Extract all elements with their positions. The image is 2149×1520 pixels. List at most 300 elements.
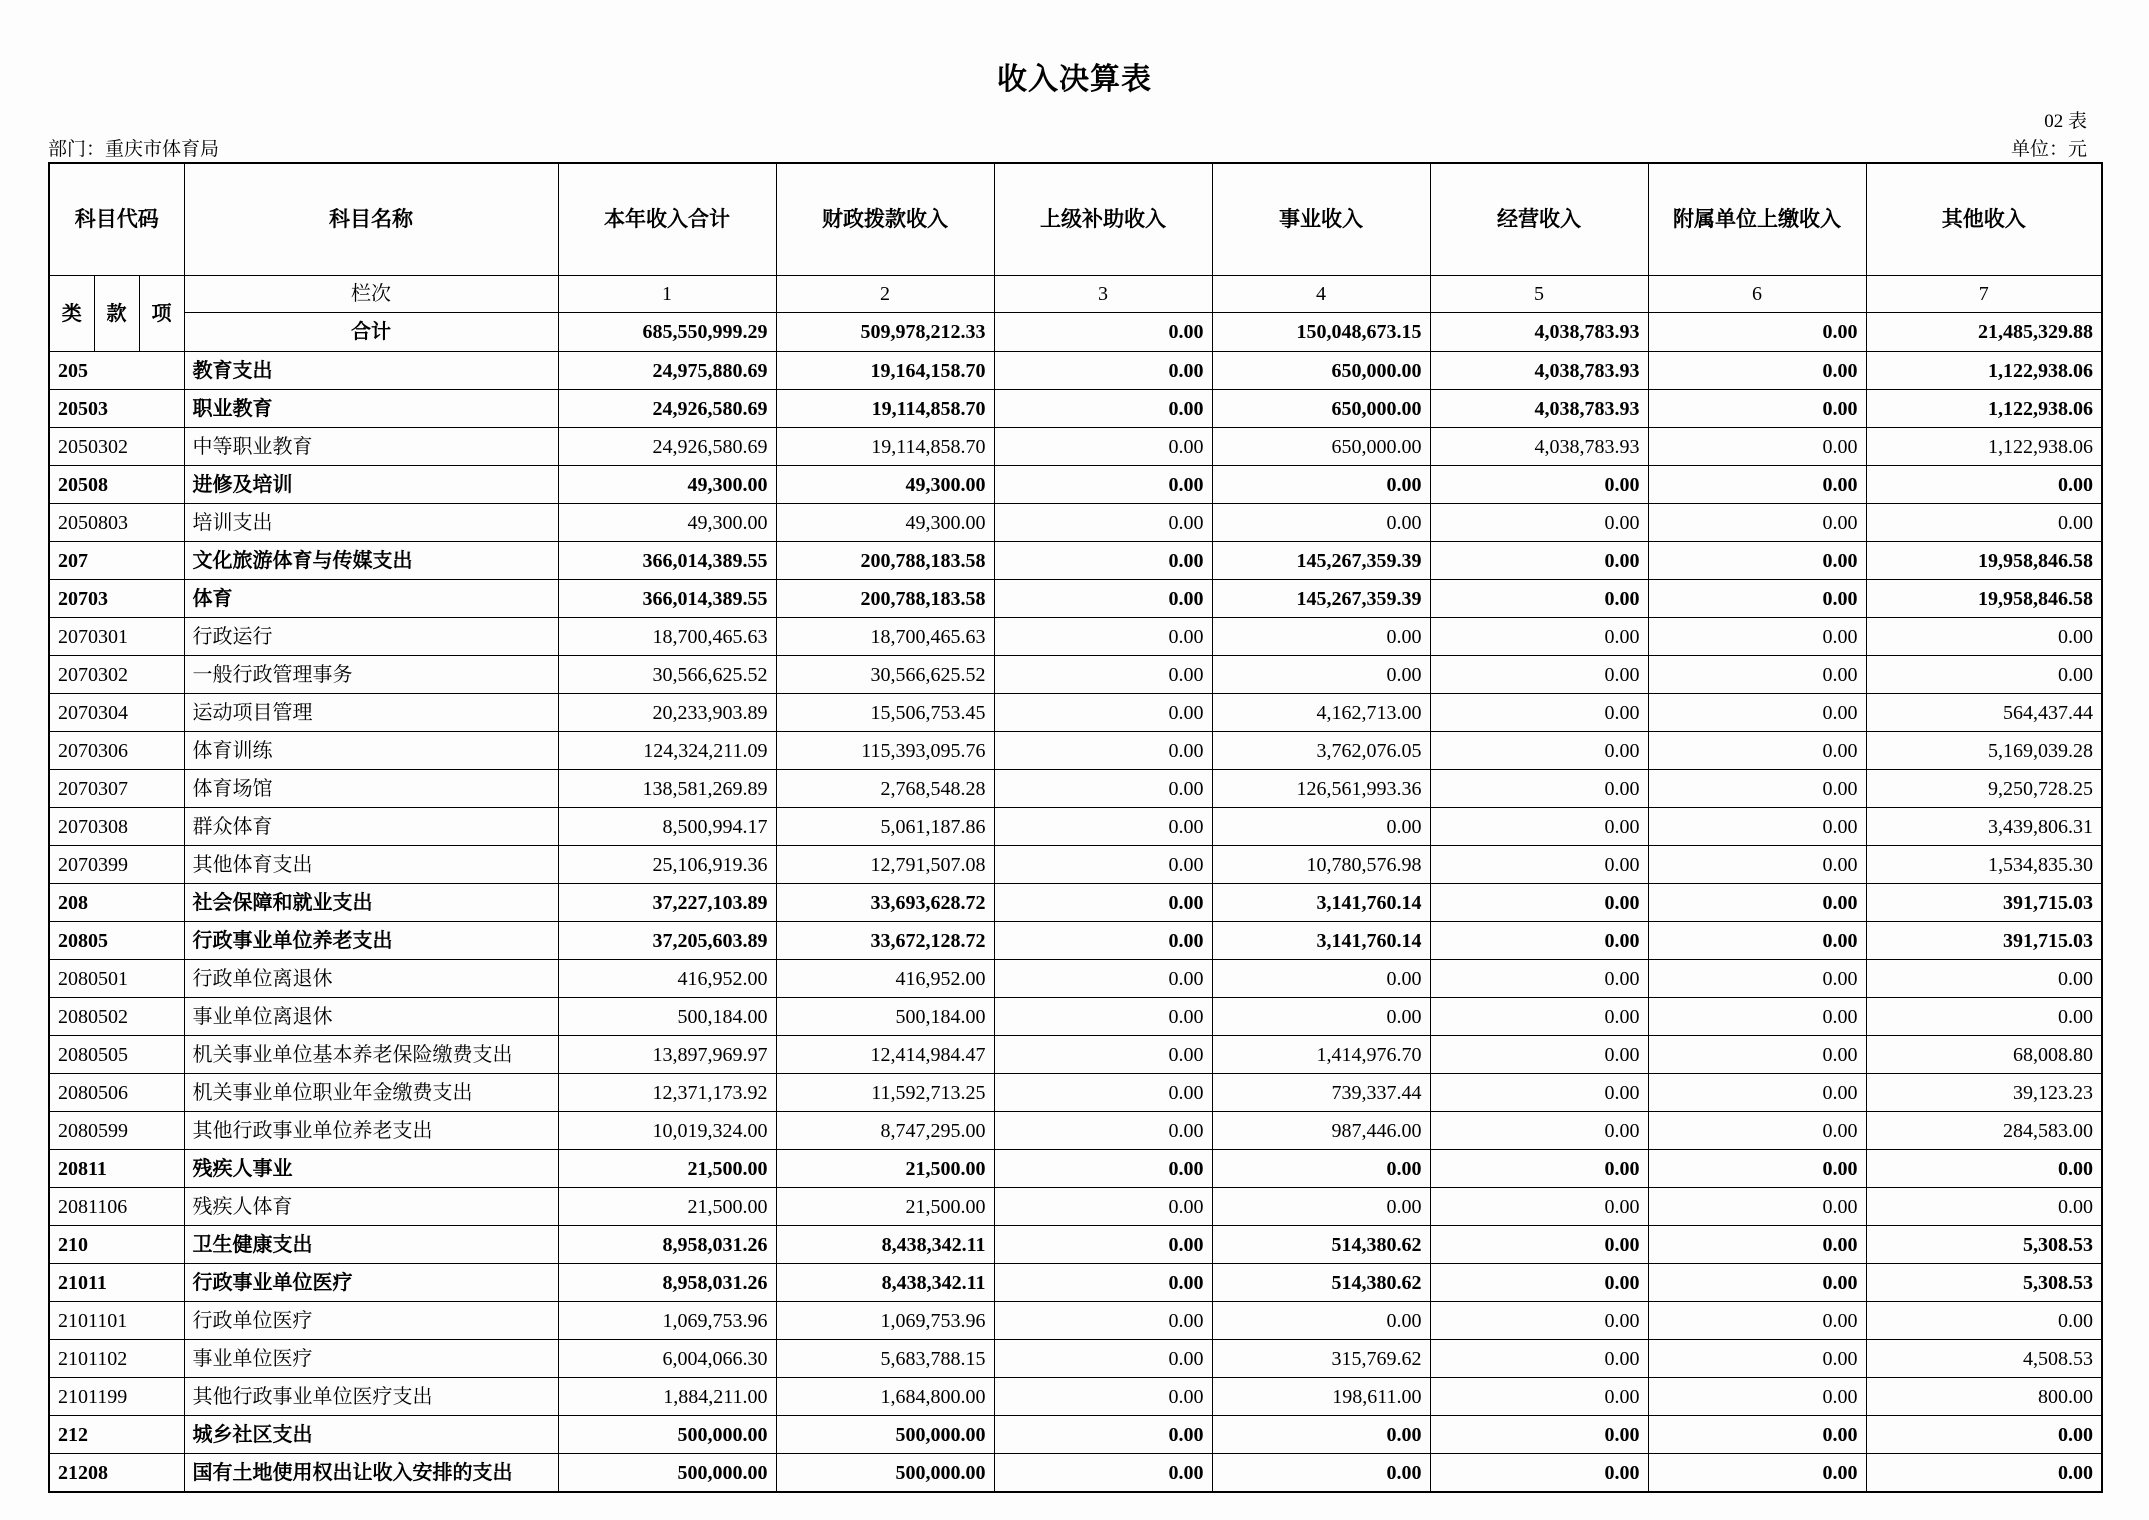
sub-header-item: 项 <box>139 276 184 352</box>
value-cell: 1,534,835.30 <box>1866 846 2102 884</box>
value-cell: 650,000.00 <box>1212 352 1430 390</box>
department-label: 部门：重庆市体育局 <box>48 139 220 160</box>
value-cell: 1,884,211.00 <box>558 1378 776 1416</box>
column-number: 4 <box>1212 276 1430 313</box>
subject-name-cell: 体育训练 <box>184 732 558 770</box>
table-body <box>49 352 2102 1493</box>
value-cell: 0.00 <box>1866 998 2102 1036</box>
value-cell: 0.00 <box>994 390 1212 428</box>
value-cell: 0.00 <box>1430 542 1648 580</box>
value-cell: 49,300.00 <box>558 466 776 504</box>
value-cell: 3,762,076.05 <box>1212 732 1430 770</box>
subject-code-cell: 205 <box>49 352 184 390</box>
value-cell: 12,371,173.92 <box>558 1074 776 1112</box>
value-cell: 800.00 <box>1866 1378 2102 1416</box>
value-cell: 0.00 <box>994 1340 1212 1378</box>
value-cell: 0.00 <box>1648 1264 1866 1302</box>
value-cell: 0.00 <box>1212 618 1430 656</box>
value-cell: 0.00 <box>1648 922 1866 960</box>
value-cell: 0.00 <box>1212 998 1430 1036</box>
value-cell: 0.00 <box>1212 1302 1430 1340</box>
value-cell: 0.00 <box>1430 1302 1648 1340</box>
value-cell: 0.00 <box>1430 466 1648 504</box>
value-cell: 198,611.00 <box>1212 1378 1430 1416</box>
value-cell: 0.00 <box>1212 504 1430 542</box>
value-cell: 0.00 <box>1648 846 1866 884</box>
value-cell: 0.00 <box>1866 1302 2102 1340</box>
value-cell: 30,566,625.52 <box>776 656 994 694</box>
value-cell: 1,069,753.96 <box>558 1302 776 1340</box>
table-row <box>49 694 2102 732</box>
value-cell: 0.00 <box>994 1150 1212 1188</box>
subject-code-cell: 2080501 <box>49 960 184 998</box>
value-cell: 0.00 <box>994 1264 1212 1302</box>
value-cell: 0.00 <box>994 960 1212 998</box>
value-cell: 0.00 <box>994 846 1212 884</box>
value-cell: 0.00 <box>1648 1302 1866 1340</box>
subject-name-cell: 职业教育 <box>184 390 558 428</box>
value-cell: 0.00 <box>1430 1188 1648 1226</box>
value-cell: 500,184.00 <box>776 998 994 1036</box>
subject-code-cell: 2070301 <box>49 618 184 656</box>
value-cell: 0.00 <box>994 1188 1212 1226</box>
value-cell: 416,952.00 <box>558 960 776 998</box>
value-cell: 11,592,713.25 <box>776 1074 994 1112</box>
table-row <box>49 1188 2102 1226</box>
subject-name-cell: 其他行政事业单位养老支出 <box>184 1112 558 1150</box>
value-cell: 0.00 <box>1648 770 1866 808</box>
subject-name-cell: 行政单位医疗 <box>184 1302 558 1340</box>
value-cell: 0.00 <box>994 352 1212 390</box>
col-header-other-income: 其他收入 <box>1866 163 2102 276</box>
table-row <box>49 922 2102 960</box>
value-cell: 500,184.00 <box>558 998 776 1036</box>
table-row <box>49 808 2102 846</box>
table-row <box>49 770 2102 808</box>
table-row <box>49 428 2102 466</box>
table-row <box>49 466 2102 504</box>
value-cell: 0.00 <box>1648 1112 1866 1150</box>
subject-name-cell: 其他行政事业单位医疗支出 <box>184 1378 558 1416</box>
value-cell: 138,581,269.89 <box>558 770 776 808</box>
table-row <box>49 884 2102 922</box>
subject-code-cell: 2070307 <box>49 770 184 808</box>
value-cell: 1,684,800.00 <box>776 1378 994 1416</box>
value-cell: 0.00 <box>1430 694 1648 732</box>
value-cell: 0.00 <box>1430 1074 1648 1112</box>
value-cell: 0.00 <box>1212 466 1430 504</box>
subject-code-cell: 20703 <box>49 580 184 618</box>
subject-name-cell: 群众体育 <box>184 808 558 846</box>
value-cell: 0.00 <box>1866 466 2102 504</box>
value-cell: 9,250,728.25 <box>1866 770 2102 808</box>
value-cell: 8,958,031.26 <box>558 1226 776 1264</box>
subject-name-cell: 中等职业教育 <box>184 428 558 466</box>
value-cell: 0.00 <box>1430 1112 1648 1150</box>
value-cell: 4,508.53 <box>1866 1340 2102 1378</box>
column-number: 1 <box>558 276 776 313</box>
value-cell: 685,550,999.29 <box>558 313 776 352</box>
value-cell: 987,446.00 <box>1212 1112 1430 1150</box>
value-cell: 0.00 <box>1430 1226 1648 1264</box>
value-cell: 509,978,212.33 <box>776 313 994 352</box>
subject-name-cell: 行政事业单位医疗 <box>184 1264 558 1302</box>
value-cell: 2,768,548.28 <box>776 770 994 808</box>
value-cell: 37,205,603.89 <box>558 922 776 960</box>
col-header-total-income: 本年收入合计 <box>558 163 776 276</box>
value-cell: 0.00 <box>994 428 1212 466</box>
subject-name-cell: 进修及培训 <box>184 466 558 504</box>
value-cell: 68,008.80 <box>1866 1036 2102 1074</box>
value-cell: 4,162,713.00 <box>1212 694 1430 732</box>
table-row <box>49 390 2102 428</box>
value-cell: 33,672,128.72 <box>776 922 994 960</box>
value-cell: 49,300.00 <box>776 504 994 542</box>
value-cell: 0.00 <box>1212 1454 1430 1493</box>
value-cell: 500,000.00 <box>558 1416 776 1454</box>
value-cell: 1,069,753.96 <box>776 1302 994 1340</box>
subject-name-cell: 卫生健康支出 <box>184 1226 558 1264</box>
table-row <box>49 1074 2102 1112</box>
value-cell: 12,414,984.47 <box>776 1036 994 1074</box>
value-cell: 5,683,788.15 <box>776 1340 994 1378</box>
value-cell: 0.00 <box>994 656 1212 694</box>
value-cell: 0.00 <box>994 922 1212 960</box>
table-row <box>49 656 2102 694</box>
value-cell: 4,038,783.93 <box>1430 390 1648 428</box>
value-cell: 12,791,507.08 <box>776 846 994 884</box>
value-cell: 0.00 <box>1212 1188 1430 1226</box>
value-cell: 0.00 <box>1648 390 1866 428</box>
value-cell: 21,500.00 <box>776 1150 994 1188</box>
value-cell: 0.00 <box>994 466 1212 504</box>
value-cell: 0.00 <box>1212 1150 1430 1188</box>
subject-code-cell: 2050803 <box>49 504 184 542</box>
value-cell: 0.00 <box>1430 1454 1648 1493</box>
subject-name-cell: 体育 <box>184 580 558 618</box>
value-cell: 115,393,095.76 <box>776 732 994 770</box>
value-cell: 19,114,858.70 <box>776 390 994 428</box>
subject-name-cell: 行政运行 <box>184 618 558 656</box>
value-cell: 0.00 <box>1430 1340 1648 1378</box>
value-cell: 514,380.62 <box>1212 1264 1430 1302</box>
value-cell: 564,437.44 <box>1866 694 2102 732</box>
value-cell: 10,019,324.00 <box>558 1112 776 1150</box>
total-label: 合计 <box>184 313 558 352</box>
value-cell: 0.00 <box>1866 1454 2102 1493</box>
value-cell: 5,308.53 <box>1866 1226 2102 1264</box>
value-cell: 0.00 <box>1430 1150 1648 1188</box>
col-header-affiliate-remittance: 附属单位上缴收入 <box>1648 163 1866 276</box>
table-row <box>49 1112 2102 1150</box>
column-index-row <box>49 276 2102 313</box>
subject-code-cell: 20508 <box>49 466 184 504</box>
value-cell: 21,500.00 <box>776 1188 994 1226</box>
value-cell: 3,141,760.14 <box>1212 884 1430 922</box>
value-cell: 3,141,760.14 <box>1212 922 1430 960</box>
col-header-fiscal-appropriation: 财政拨款收入 <box>776 163 994 276</box>
value-cell: 19,164,158.70 <box>776 352 994 390</box>
sub-header-section: 款 <box>94 276 139 352</box>
col-header-subject-code: 科目代码 <box>49 163 184 276</box>
value-cell: 19,958,846.58 <box>1866 580 2102 618</box>
value-cell: 0.00 <box>1430 504 1648 542</box>
col-header-superior-subsidy: 上级补助收入 <box>994 163 1212 276</box>
header-row <box>49 163 2102 276</box>
table-row <box>49 732 2102 770</box>
value-cell: 0.00 <box>1430 770 1648 808</box>
value-cell: 500,000.00 <box>558 1454 776 1493</box>
value-cell: 366,014,389.55 <box>558 542 776 580</box>
value-cell: 49,300.00 <box>776 466 994 504</box>
value-cell: 19,114,858.70 <box>776 428 994 466</box>
value-cell: 391,715.03 <box>1866 884 2102 922</box>
value-cell: 30,566,625.52 <box>558 656 776 694</box>
value-cell: 0.00 <box>1212 960 1430 998</box>
value-cell: 0.00 <box>1648 428 1866 466</box>
value-cell: 0.00 <box>994 1226 1212 1264</box>
value-cell: 21,500.00 <box>558 1150 776 1188</box>
subject-code-cell: 2101101 <box>49 1302 184 1340</box>
value-cell: 0.00 <box>1648 960 1866 998</box>
value-cell: 0.00 <box>1648 1150 1866 1188</box>
subject-code-cell: 2050302 <box>49 428 184 466</box>
value-cell: 6,004,066.30 <box>558 1340 776 1378</box>
table-row <box>49 1416 2102 1454</box>
value-cell: 1,122,938.06 <box>1866 390 2102 428</box>
subject-code-cell: 210 <box>49 1226 184 1264</box>
value-cell: 0.00 <box>994 313 1212 352</box>
value-cell: 145,267,359.39 <box>1212 580 1430 618</box>
value-cell: 0.00 <box>1430 580 1648 618</box>
value-cell: 39,123.23 <box>1866 1074 2102 1112</box>
revenue-final-accounts-table <box>48 162 2103 1493</box>
subject-name-cell: 一般行政管理事务 <box>184 656 558 694</box>
col-header-operating-income: 经营收入 <box>1430 163 1648 276</box>
subject-code-cell: 2070306 <box>49 732 184 770</box>
column-number: 6 <box>1648 276 1866 313</box>
table-row <box>49 542 2102 580</box>
value-cell: 0.00 <box>1430 618 1648 656</box>
col-header-business-income: 事业收入 <box>1212 163 1430 276</box>
subject-name-cell: 行政事业单位养老支出 <box>184 922 558 960</box>
value-cell: 19,958,846.58 <box>1866 542 2102 580</box>
value-cell: 0.00 <box>1212 808 1430 846</box>
subject-name-cell: 文化旅游体育与传媒支出 <box>184 542 558 580</box>
subject-name-cell: 教育支出 <box>184 352 558 390</box>
column-index-label: 栏次 <box>184 276 558 313</box>
column-number: 3 <box>994 276 1212 313</box>
column-number: 7 <box>1866 276 2102 313</box>
value-cell: 145,267,359.39 <box>1212 542 1430 580</box>
value-cell: 126,561,993.36 <box>1212 770 1430 808</box>
value-cell: 5,308.53 <box>1866 1264 2102 1302</box>
value-cell: 0.00 <box>994 808 1212 846</box>
value-cell: 4,038,783.93 <box>1430 313 1648 352</box>
value-cell: 650,000.00 <box>1212 390 1430 428</box>
value-cell: 0.00 <box>994 1302 1212 1340</box>
table-row <box>49 998 2102 1036</box>
subject-code-cell: 2101199 <box>49 1378 184 1416</box>
value-cell: 0.00 <box>1648 656 1866 694</box>
value-cell: 0.00 <box>1430 1264 1648 1302</box>
value-cell: 0.00 <box>1866 960 2102 998</box>
table-row <box>49 1226 2102 1264</box>
value-cell: 200,788,183.58 <box>776 542 994 580</box>
subject-code-cell: 21208 <box>49 1454 184 1493</box>
col-header-subject-name: 科目名称 <box>184 163 558 276</box>
value-cell: 8,958,031.26 <box>558 1264 776 1302</box>
value-cell: 0.00 <box>1866 1150 2102 1188</box>
value-cell: 0.00 <box>994 770 1212 808</box>
subject-name-cell: 培训支出 <box>184 504 558 542</box>
value-cell: 37,227,103.89 <box>558 884 776 922</box>
value-cell: 49,300.00 <box>558 504 776 542</box>
subject-name-cell: 事业单位医疗 <box>184 1340 558 1378</box>
value-cell: 0.00 <box>1866 504 2102 542</box>
value-cell: 0.00 <box>1430 732 1648 770</box>
value-cell: 0.00 <box>1648 694 1866 732</box>
table-row <box>49 1302 2102 1340</box>
value-cell: 0.00 <box>994 884 1212 922</box>
table-row <box>49 618 2102 656</box>
value-cell: 0.00 <box>1648 1454 1866 1493</box>
value-cell: 0.00 <box>1648 1036 1866 1074</box>
value-cell: 0.00 <box>994 618 1212 656</box>
subject-code-cell: 2070302 <box>49 656 184 694</box>
table-row <box>49 1264 2102 1302</box>
subject-code-cell: 20503 <box>49 390 184 428</box>
subject-code-cell: 2070399 <box>49 846 184 884</box>
value-cell: 21,485,329.88 <box>1866 313 2102 352</box>
value-cell: 500,000.00 <box>776 1416 994 1454</box>
value-cell: 0.00 <box>994 1036 1212 1074</box>
value-cell: 0.00 <box>1648 313 1866 352</box>
value-cell: 0.00 <box>1866 1188 2102 1226</box>
value-cell: 8,438,342.11 <box>776 1226 994 1264</box>
table-row <box>49 352 2102 390</box>
subject-name-cell: 残疾人事业 <box>184 1150 558 1188</box>
subject-name-cell: 运动项目管理 <box>184 694 558 732</box>
table-row <box>49 846 2102 884</box>
value-cell: 8,438,342.11 <box>776 1264 994 1302</box>
subject-name-cell: 机关事业单位职业年金缴费支出 <box>184 1074 558 1112</box>
value-cell: 13,897,969.97 <box>558 1036 776 1074</box>
value-cell: 24,975,880.69 <box>558 352 776 390</box>
table-row <box>49 960 2102 998</box>
value-cell: 0.00 <box>994 1378 1212 1416</box>
column-number: 5 <box>1430 276 1648 313</box>
value-cell: 3,439,806.31 <box>1866 808 2102 846</box>
value-cell: 0.00 <box>1648 1340 1866 1378</box>
subject-name-cell: 社会保障和就业支出 <box>184 884 558 922</box>
value-cell: 0.00 <box>1866 1416 2102 1454</box>
value-cell: 4,038,783.93 <box>1430 428 1648 466</box>
value-cell: 0.00 <box>1866 618 2102 656</box>
subject-name-cell: 机关事业单位基本养老保险缴费支出 <box>184 1036 558 1074</box>
subject-code-cell: 2080506 <box>49 1074 184 1112</box>
table-row <box>49 1150 2102 1188</box>
value-cell: 0.00 <box>1430 846 1648 884</box>
subject-name-cell: 体育场馆 <box>184 770 558 808</box>
page-title: 收入决算表 <box>997 63 1152 96</box>
value-cell: 20,233,903.89 <box>558 694 776 732</box>
value-cell: 0.00 <box>994 542 1212 580</box>
value-cell: 25,106,919.36 <box>558 846 776 884</box>
subject-code-cell: 212 <box>49 1416 184 1454</box>
value-cell: 0.00 <box>1648 352 1866 390</box>
value-cell: 124,324,211.09 <box>558 732 776 770</box>
subject-code-cell: 21011 <box>49 1264 184 1302</box>
table-row <box>49 504 2102 542</box>
value-cell: 0.00 <box>1648 732 1866 770</box>
value-cell: 0.00 <box>1648 1226 1866 1264</box>
table-row <box>49 1340 2102 1378</box>
value-cell: 0.00 <box>1212 1416 1430 1454</box>
value-cell: 0.00 <box>1648 998 1866 1036</box>
value-cell: 0.00 <box>1648 580 1866 618</box>
table-row <box>49 1378 2102 1416</box>
value-cell: 0.00 <box>994 580 1212 618</box>
value-cell: 0.00 <box>994 1454 1212 1493</box>
grand-total-row <box>49 313 2102 352</box>
value-cell: 5,169,039.28 <box>1866 732 2102 770</box>
value-cell: 0.00 <box>1648 1188 1866 1226</box>
subject-name-cell: 国有土地使用权出让收入安排的支出 <box>184 1454 558 1493</box>
value-cell: 0.00 <box>994 694 1212 732</box>
subject-code-cell: 2080505 <box>49 1036 184 1074</box>
subject-code-cell: 20805 <box>49 922 184 960</box>
value-cell: 15,506,753.45 <box>776 694 994 732</box>
value-cell: 24,926,580.69 <box>558 428 776 466</box>
value-cell: 739,337.44 <box>1212 1074 1430 1112</box>
subject-name-cell: 城乡社区支出 <box>184 1416 558 1454</box>
value-cell: 0.00 <box>1648 1074 1866 1112</box>
value-cell: 0.00 <box>994 998 1212 1036</box>
value-cell: 500,000.00 <box>776 1454 994 1493</box>
value-cell: 0.00 <box>1430 808 1648 846</box>
value-cell: 1,414,976.70 <box>1212 1036 1430 1074</box>
subject-name-cell: 行政单位离退休 <box>184 960 558 998</box>
value-cell: 1,122,938.06 <box>1866 428 2102 466</box>
value-cell: 0.00 <box>994 732 1212 770</box>
value-cell: 1,122,938.06 <box>1866 352 2102 390</box>
value-cell: 0.00 <box>1430 1416 1648 1454</box>
value-cell: 0.00 <box>1430 1378 1648 1416</box>
subject-code-cell: 2081106 <box>49 1188 184 1226</box>
value-cell: 416,952.00 <box>776 960 994 998</box>
value-cell: 8,747,295.00 <box>776 1112 994 1150</box>
table-row <box>49 1036 2102 1074</box>
sub-header-category: 类 <box>49 276 94 352</box>
value-cell: 8,500,994.17 <box>558 808 776 846</box>
subject-code-cell: 207 <box>49 542 184 580</box>
value-cell: 18,700,465.63 <box>558 618 776 656</box>
value-cell: 0.00 <box>1430 656 1648 694</box>
value-cell: 0.00 <box>994 1074 1212 1112</box>
value-cell: 5,061,187.86 <box>776 808 994 846</box>
value-cell: 0.00 <box>1648 884 1866 922</box>
value-cell: 0.00 <box>1648 1416 1866 1454</box>
value-cell: 0.00 <box>994 1112 1212 1150</box>
value-cell: 10,780,576.98 <box>1212 846 1430 884</box>
subject-name-cell: 残疾人体育 <box>184 1188 558 1226</box>
value-cell: 4,038,783.93 <box>1430 352 1648 390</box>
value-cell: 0.00 <box>1430 960 1648 998</box>
subject-code-cell: 2070308 <box>49 808 184 846</box>
value-cell: 514,380.62 <box>1212 1226 1430 1264</box>
value-cell: 18,700,465.63 <box>776 618 994 656</box>
